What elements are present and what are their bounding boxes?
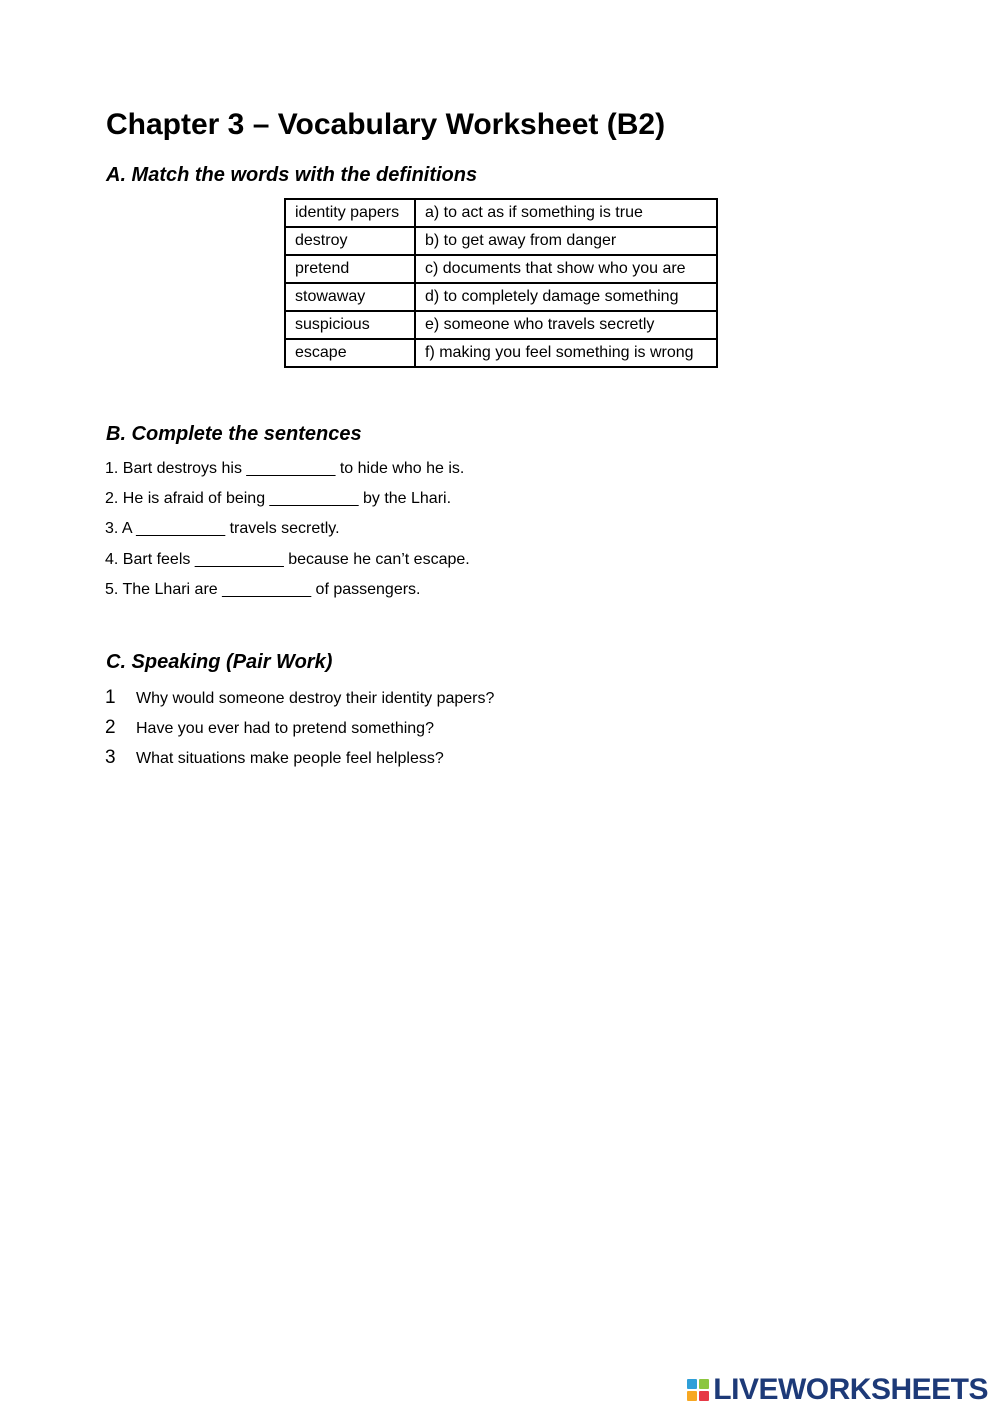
word-cell: stowaway [285,283,415,311]
section-c-heading: C. Speaking (Pair Work) [106,651,333,673]
definition-cell: e) someone who travels secretly [415,311,717,339]
sentence-item: 4. Bart feels __________ because he can’t escape. [105,550,470,568]
table-row [285,311,717,339]
question-item [105,716,494,746]
sentence-item: 5. The Lhari are __________ of passengers. [105,580,421,598]
table-row [285,255,717,283]
sentence-item: 1. Bart destroys his __________ to hide who he is. [105,460,465,477]
table-row [285,339,717,367]
matching-table [284,198,718,368]
question-item [105,686,494,716]
sentence-item: 2. He is afraid of being __________ by the Lhari. [105,490,452,508]
question-list [105,686,494,777]
question-number: 3 [105,747,116,769]
question-text: What situations make people feel helpless? [136,750,444,768]
question-text: Have you ever had to pretend something? [136,720,434,738]
question-item [105,746,494,776]
sentence-list [105,458,470,609]
question-number: 2 [105,717,116,739]
liveworksheets-logo-icon [687,1379,709,1401]
word-cell: destroy [285,227,415,255]
definition-cell: a) to act as if something is true [415,199,717,227]
definition-cell: b) to get away from danger [415,227,717,255]
definition-cell: c) documents that show who you are [415,255,717,283]
table-row [285,227,717,255]
section-a-heading: A. Match the words with the definitions [106,164,478,186]
table-row [285,283,717,311]
definition-cell: f) making you feel something is wrong [415,339,717,367]
page-title: Chapter 3 – Vocabulary Worksheet (B2) [106,108,666,141]
table-row [285,199,717,227]
word-cell: pretend [285,255,415,283]
word-cell: escape [285,339,415,367]
question-number: 1 [105,687,116,708]
section-b-heading: B. Complete the sentences [106,423,362,445]
sentence-item: 3. A __________ travels secretly. [105,520,340,538]
question-text: Why would someone destroy their identity papers? [136,690,495,707]
word-cell: suspicious [285,311,415,339]
liveworksheets-logo[interactable] [687,1374,988,1406]
logo-text: LIVEWORKSHEETS [713,1373,988,1406]
definition-cell: d) to completely damage something [415,283,717,311]
word-cell: identity papers [285,199,415,227]
